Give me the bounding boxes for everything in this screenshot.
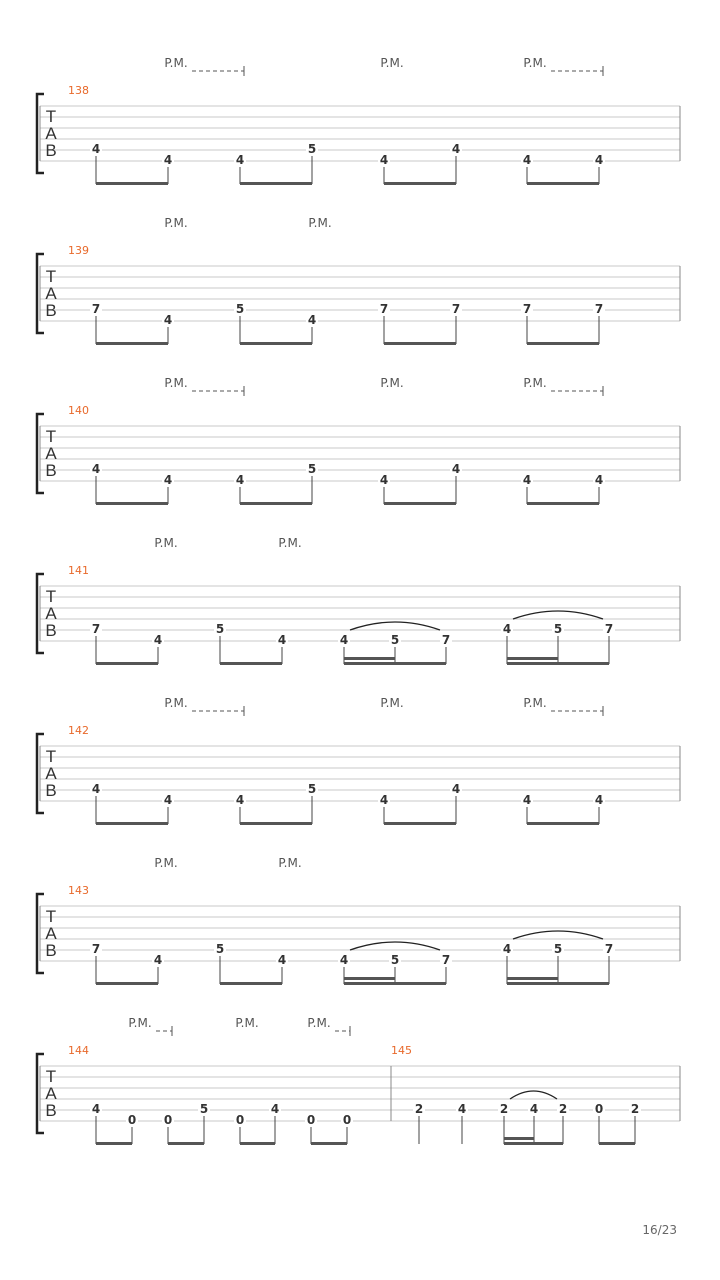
palm-mute-label: P.M. bbox=[523, 696, 547, 710]
note-beam bbox=[220, 982, 282, 985]
fret-number: 7 bbox=[91, 622, 101, 636]
fret-number: 4 bbox=[163, 473, 173, 487]
fret-number: 4 bbox=[379, 153, 389, 167]
tab-system bbox=[37, 1016, 680, 1145]
fret-number: 5 bbox=[553, 942, 563, 956]
fret-number: 4 bbox=[451, 142, 461, 156]
tab-clef-letter: B bbox=[45, 461, 57, 480]
note-beam bbox=[384, 822, 456, 825]
palm-mute-label: P.M. bbox=[164, 696, 188, 710]
palm-mute-label: P.M. bbox=[380, 696, 404, 710]
fret-number: 7 bbox=[91, 302, 101, 316]
palm-mute-label: P.M. bbox=[164, 56, 188, 70]
fret-number: 2 bbox=[414, 1102, 424, 1116]
slur bbox=[513, 611, 603, 619]
note-beam bbox=[96, 1142, 132, 1145]
slur bbox=[513, 931, 603, 939]
tab-system bbox=[37, 216, 680, 345]
measure-number: 142 bbox=[68, 724, 89, 737]
palm-mute-label: P.M. bbox=[278, 856, 302, 870]
fret-number: 0 bbox=[306, 1113, 316, 1127]
fret-number: 2 bbox=[630, 1102, 640, 1116]
fret-number: 4 bbox=[163, 153, 173, 167]
fret-number: 4 bbox=[502, 942, 512, 956]
palm-mute-label: P.M. bbox=[380, 56, 404, 70]
fret-number: 0 bbox=[594, 1102, 604, 1116]
tab-clef-letter: A bbox=[45, 284, 57, 303]
note-beam bbox=[507, 662, 609, 665]
fret-number: 4 bbox=[594, 153, 604, 167]
palm-mute-label: P.M. bbox=[523, 376, 547, 390]
note-beam bbox=[527, 822, 599, 825]
fret-number: 4 bbox=[379, 793, 389, 807]
tab-clef-letter: T bbox=[45, 267, 57, 286]
fret-number: 7 bbox=[594, 302, 604, 316]
palm-mute-label: P.M. bbox=[154, 856, 178, 870]
note-beam bbox=[344, 977, 395, 980]
tab-clef-letter: B bbox=[45, 141, 57, 160]
palm-mute-label: P.M. bbox=[164, 216, 188, 230]
tab-clef-letter: A bbox=[45, 1084, 57, 1103]
fret-number: 0 bbox=[163, 1113, 173, 1127]
measure-number: 139 bbox=[68, 244, 89, 257]
tab-system bbox=[37, 56, 680, 185]
fret-number: 2 bbox=[499, 1102, 509, 1116]
tab-clef-letter: A bbox=[45, 124, 57, 143]
tab-clef-letter: T bbox=[45, 747, 57, 766]
measure-number: 140 bbox=[68, 404, 89, 417]
tab-clef-letter: T bbox=[45, 427, 57, 446]
fret-number: 4 bbox=[339, 953, 349, 967]
tab-clef-letter: B bbox=[45, 781, 57, 800]
fret-number: 4 bbox=[594, 473, 604, 487]
note-beam bbox=[527, 502, 599, 505]
fret-number: 4 bbox=[153, 633, 163, 647]
tab-clef-letter: A bbox=[45, 764, 57, 783]
measure-number: 144 bbox=[68, 1044, 89, 1057]
note-beam bbox=[507, 657, 558, 660]
tab-system bbox=[37, 696, 680, 825]
fret-number: 4 bbox=[502, 622, 512, 636]
palm-mute-label: P.M. bbox=[308, 216, 332, 230]
tab-clef-letter: B bbox=[45, 941, 57, 960]
note-beam bbox=[240, 342, 312, 345]
fret-number: 4 bbox=[522, 793, 532, 807]
fret-number: 4 bbox=[270, 1102, 280, 1116]
fret-number: 4 bbox=[235, 153, 245, 167]
fret-number: 0 bbox=[235, 1113, 245, 1127]
fret-number: 4 bbox=[339, 633, 349, 647]
fret-number: 4 bbox=[307, 313, 317, 327]
fret-number: 4 bbox=[451, 782, 461, 796]
note-beam bbox=[96, 662, 158, 665]
note-beam bbox=[507, 982, 609, 985]
fret-number: 4 bbox=[457, 1102, 467, 1116]
note-beam bbox=[507, 977, 558, 980]
fret-number: 4 bbox=[522, 153, 532, 167]
fret-number: 7 bbox=[451, 302, 461, 316]
tab-clef-letter: T bbox=[45, 587, 57, 606]
note-beam bbox=[96, 982, 158, 985]
fret-number: 5 bbox=[390, 953, 400, 967]
palm-mute-label: P.M. bbox=[154, 536, 178, 550]
palm-mute-label: P.M. bbox=[380, 376, 404, 390]
tab-clef-letter: A bbox=[45, 924, 57, 943]
note-beam bbox=[527, 182, 599, 185]
note-beam bbox=[96, 182, 168, 185]
fret-number: 5 bbox=[307, 142, 317, 156]
fret-number: 5 bbox=[553, 622, 563, 636]
fret-number: 4 bbox=[277, 633, 287, 647]
tab-clef-letter: B bbox=[45, 621, 57, 640]
tab-clef-letter: T bbox=[45, 907, 57, 926]
fret-number: 5 bbox=[235, 302, 245, 316]
measure-number: 138 bbox=[68, 84, 89, 97]
tab-system bbox=[37, 376, 680, 505]
fret-number: 2 bbox=[558, 1102, 568, 1116]
fret-number: 4 bbox=[522, 473, 532, 487]
fret-number: 4 bbox=[451, 462, 461, 476]
palm-mute-label: P.M. bbox=[523, 56, 547, 70]
fret-number: 7 bbox=[441, 633, 451, 647]
note-beam bbox=[527, 342, 599, 345]
fret-number: 4 bbox=[379, 473, 389, 487]
fret-number: 4 bbox=[91, 462, 101, 476]
note-beam bbox=[504, 1142, 563, 1145]
note-beam bbox=[384, 502, 456, 505]
fret-number: 4 bbox=[277, 953, 287, 967]
tab-clef-letter: T bbox=[45, 107, 57, 126]
note-beam bbox=[344, 982, 446, 985]
fret-number: 7 bbox=[379, 302, 389, 316]
fret-number: 4 bbox=[163, 313, 173, 327]
note-beam bbox=[240, 502, 312, 505]
fret-number: 5 bbox=[390, 633, 400, 647]
fret-number: 5 bbox=[307, 462, 317, 476]
note-beam bbox=[96, 822, 168, 825]
fret-number: 5 bbox=[307, 782, 317, 796]
note-beam bbox=[220, 662, 282, 665]
fret-number: 4 bbox=[91, 1102, 101, 1116]
note-beam bbox=[311, 1142, 347, 1145]
note-beam bbox=[384, 342, 456, 345]
fret-number: 4 bbox=[529, 1102, 539, 1116]
palm-mute-label: P.M. bbox=[235, 1016, 259, 1030]
fret-number: 4 bbox=[91, 142, 101, 156]
fret-number: 4 bbox=[163, 793, 173, 807]
tab-clef-letter: T bbox=[45, 1067, 57, 1086]
tab-clef-letter: A bbox=[45, 444, 57, 463]
fret-number: 7 bbox=[522, 302, 532, 316]
tab-clef-letter: B bbox=[45, 301, 57, 320]
fret-number: 5 bbox=[215, 622, 225, 636]
measure-number: 145 bbox=[391, 1044, 412, 1057]
measure-number: 141 bbox=[68, 564, 89, 577]
fret-number: 4 bbox=[594, 793, 604, 807]
fret-number: 4 bbox=[235, 473, 245, 487]
palm-mute-label: P.M. bbox=[307, 1016, 331, 1030]
palm-mute-label: P.M. bbox=[164, 376, 188, 390]
fret-number: 4 bbox=[91, 782, 101, 796]
fret-number: 5 bbox=[215, 942, 225, 956]
note-beam bbox=[168, 1142, 204, 1145]
note-beam bbox=[384, 182, 456, 185]
note-beam bbox=[599, 1142, 635, 1145]
page-number: 16/23 bbox=[642, 1223, 677, 1237]
palm-mute-label: P.M. bbox=[278, 536, 302, 550]
tab-clef-letter: B bbox=[45, 1101, 57, 1120]
note-beam bbox=[96, 502, 168, 505]
fret-number: 5 bbox=[199, 1102, 209, 1116]
note-beam bbox=[240, 822, 312, 825]
fret-number: 0 bbox=[342, 1113, 352, 1127]
slur bbox=[510, 1091, 557, 1099]
fret-number: 0 bbox=[127, 1113, 137, 1127]
tab-system bbox=[37, 536, 680, 665]
note-beam bbox=[344, 657, 395, 660]
slur bbox=[350, 622, 440, 630]
fret-number: 7 bbox=[441, 953, 451, 967]
tab-clef-letter: A bbox=[45, 604, 57, 623]
note-beam bbox=[344, 662, 446, 665]
tab-system bbox=[37, 856, 680, 985]
fret-number: 7 bbox=[604, 622, 614, 636]
slur bbox=[350, 942, 440, 950]
note-beam bbox=[240, 182, 312, 185]
fret-number: 4 bbox=[235, 793, 245, 807]
note-beam bbox=[240, 1142, 275, 1145]
measure-number: 143 bbox=[68, 884, 89, 897]
fret-number: 4 bbox=[153, 953, 163, 967]
fret-number: 7 bbox=[604, 942, 614, 956]
palm-mute-label: P.M. bbox=[128, 1016, 152, 1030]
fret-number: 7 bbox=[91, 942, 101, 956]
note-beam bbox=[504, 1137, 534, 1140]
note-beam bbox=[96, 342, 168, 345]
